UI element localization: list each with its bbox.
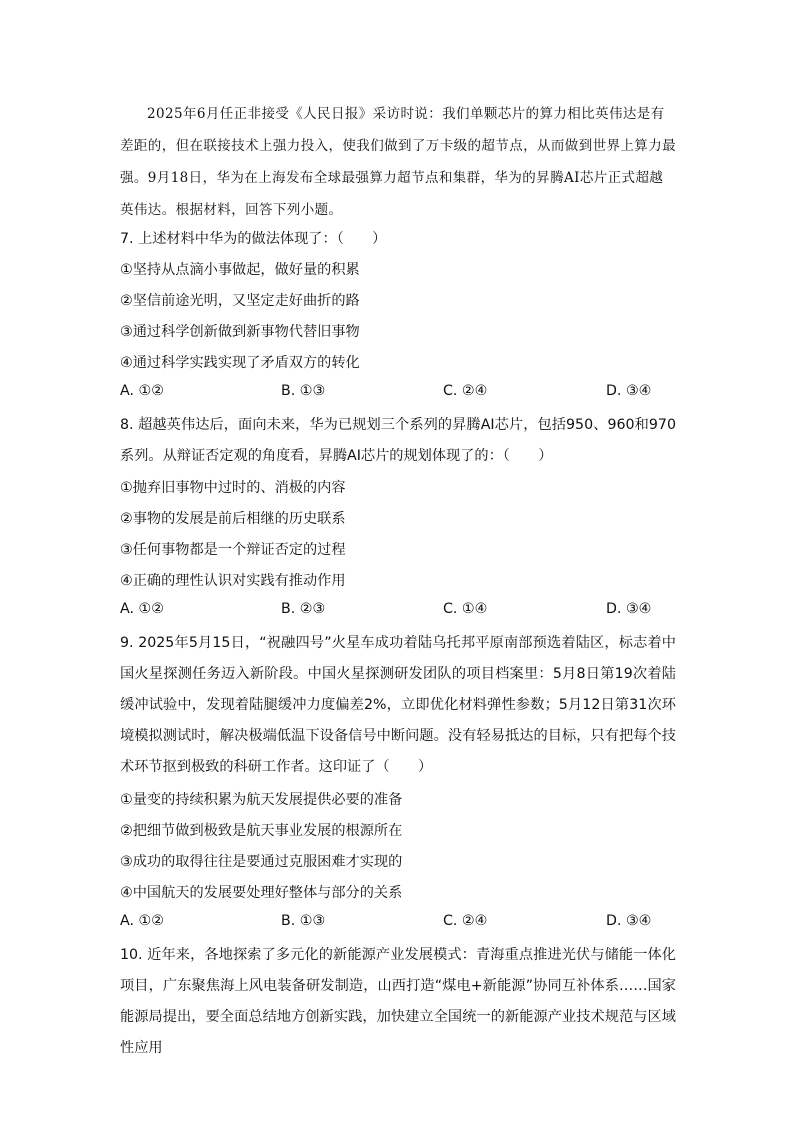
choice-d: D. ③④ xyxy=(606,601,652,617)
question-8-option-4: ④正确的理性认识对实践有推动作用 xyxy=(120,573,346,589)
question-9-option-3: ③成功的取得往往是要通过克服困难才实现的 xyxy=(120,854,403,870)
choice-c: C. ②④ xyxy=(443,913,488,929)
question-8-stem: 8. 超越英伟达后，面向未来，华为已规划三个系列的昇腾AI芯片，包括950、960和970系列。从辩证否定观的角度看，昇腾AI芯片的规划体现了的：（ ） xyxy=(120,417,676,464)
question-7-option-3: ③通过科学创新做到新事物代替旧事物 xyxy=(120,324,360,340)
choice-c: C. ②④ xyxy=(443,383,488,399)
question-9-option-4: ④中国航天的发展要处理好整体与部分的关系 xyxy=(120,885,403,901)
question-7-option-2: ②坚信前途光明，又坚定走好曲折的路 xyxy=(120,293,360,309)
question-8-option-1: ①抛弃旧事物中过时的、消极的内容 xyxy=(120,480,346,496)
material-paragraph: 2025年6月任正非接受《人民日报》采访时说：我们单颗芯片的算力相比英伟达是有差距的，但在联接技术上强力投入，使我们做到了万卡级的超节点，从而做到世界上算力最强。9月18日，华为在上海发布全球最强算力超节点和集群，华为的昇腾AI芯片正式超越英伟达。根据材料，回答下列小题。 xyxy=(120,106,676,218)
question-9-choices xyxy=(120,913,680,937)
choice-c: C. ①④ xyxy=(443,601,488,617)
choice-b: B. ①③ xyxy=(281,383,326,399)
question-7-stem: 7. 上述材料中华为的做法体现了：（ ） xyxy=(120,231,387,247)
choice-b: B. ①③ xyxy=(281,913,326,929)
choice-a: A. ①② xyxy=(120,601,164,617)
choice-a: A. ①② xyxy=(120,383,164,399)
question-8-option-2: ②事物的发展是前后相继的历史联系 xyxy=(120,511,346,527)
question-10-stem: 10. 近年来，各地探索了多元化的新能源产业发展模式：青海重点推进光伏与储能一体化项目，广东聚焦海上风电装备研发制造，山西打造“煤电+新能源”协同互补体系……国家能源局提出，要全面总结地方创新实践，加快建立全国统一的新能源产业技术规范与区域性应用 xyxy=(120,947,676,1056)
choice-a: A. ①② xyxy=(120,913,164,929)
question-8-choices xyxy=(120,601,680,625)
question-9-option-2: ②把细节做到极致是航天事业发展的根源所在 xyxy=(120,823,403,839)
choice-b: B. ②③ xyxy=(281,601,326,617)
question-8-option-3: ③任何事物都是一个辩证否定的过程 xyxy=(120,542,346,558)
question-7-choices xyxy=(120,383,680,407)
question-9-stem: 9. 2025年5月15日，“祝融四号”火星车成功着陆乌托邦平原南部预选着陆区，标志着中国火星探测任务迈入新阶段。中国火星探测研发团队的项目档案里：5月8日第19次着陆缓冲试验中，发现着陆腿缓冲力度偏差2%，立即优化材料弹性参数；5月12日第31次环境模拟测试时，解决极端低温下设备信号中断问题。没有轻易抵达的目标，只有把每个技术环节抠到极致的科研工作者。这印证了（ ） xyxy=(120,635,676,775)
question-7-option-1: ①坚持从点滴小事做起，做好量的积累 xyxy=(120,262,360,278)
question-7-option-4: ④通过科学实践实现了矛盾双方的转化 xyxy=(120,355,360,371)
question-9-option-1: ①量变的持续积累为航天发展提供必要的准备 xyxy=(120,792,403,808)
choice-d: D. ③④ xyxy=(606,383,652,399)
choice-d: D. ③④ xyxy=(606,913,652,929)
